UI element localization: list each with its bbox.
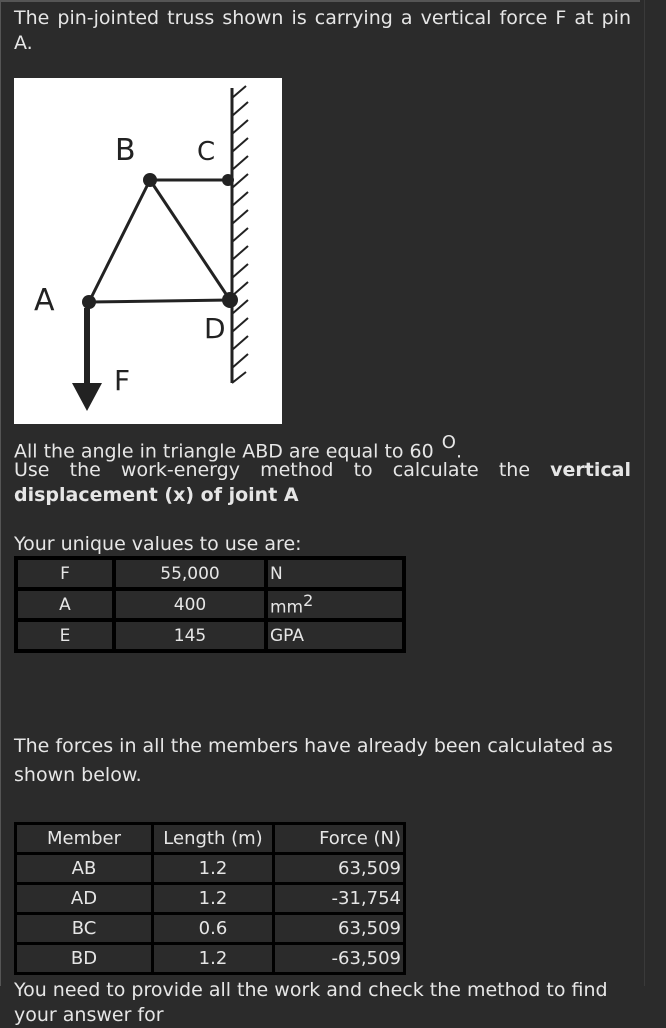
angle-end: .	[455, 440, 463, 463]
member-length: 0.6	[154, 915, 272, 942]
table-header-row	[17, 825, 403, 852]
member-force: 63,509	[275, 855, 403, 882]
forces-table	[14, 822, 406, 975]
header-member: Member	[17, 825, 151, 852]
degree-sup: O	[441, 432, 456, 453]
header-force: Force (N)	[275, 825, 403, 852]
table-row	[18, 560, 402, 587]
joint-a	[82, 295, 96, 309]
joint-d	[222, 292, 238, 308]
member-bd	[150, 180, 230, 300]
table-row	[17, 855, 403, 882]
label-d: D	[204, 312, 226, 345]
header-length: Length (m)	[154, 825, 272, 852]
member-name: BC	[17, 915, 151, 942]
table-row	[17, 945, 403, 972]
value-number: 145	[116, 622, 264, 649]
value-unit: $mm^2$	[268, 591, 402, 618]
task-bold: vertical displacement (x) of joint A	[14, 459, 631, 506]
member-force: -63,509	[275, 945, 403, 972]
task-prefix: Use the work-energy method to calculate the	[14, 459, 551, 481]
table-row	[17, 885, 403, 912]
table-row	[18, 591, 402, 618]
member-ab	[89, 180, 150, 302]
joint-b	[143, 173, 157, 187]
table-row	[18, 622, 402, 649]
value-number: 55,000	[116, 560, 264, 587]
member-length: 1.2	[154, 885, 272, 912]
member-name: BD	[17, 945, 151, 972]
intro-text: The pin-jointed truss shown is carrying a vertical force F at pin A.	[14, 7, 631, 54]
member-name: AB	[17, 855, 151, 882]
label-c: C	[197, 137, 216, 167]
value-unit: GPA	[268, 622, 402, 649]
top-border	[0, 0, 640, 2]
task-statement	[14, 458, 631, 508]
value-symbol: F	[18, 560, 112, 587]
angle-text: All the angle in triangle ABD are equal to 60	[14, 440, 434, 463]
truss-diagram	[14, 78, 282, 424]
left-border	[0, 0, 1, 986]
member-name: AD	[17, 885, 151, 912]
value-symbol: E	[18, 622, 112, 649]
truss-members	[89, 180, 230, 302]
values-table	[14, 556, 406, 653]
value-number: 400	[116, 591, 264, 618]
table-row	[17, 915, 403, 942]
right-border	[644, 0, 645, 986]
truss-figure	[14, 78, 282, 424]
label-b: B	[115, 133, 136, 168]
member-ad	[89, 300, 230, 302]
label-a: A	[34, 283, 55, 318]
member-force: -31,754	[275, 885, 403, 912]
force-arrow-head	[72, 383, 102, 411]
member-length: 1.2	[154, 945, 272, 972]
forces-note: The forces in all the members have already been calculated as shown below.	[14, 735, 613, 786]
joint-c	[222, 174, 234, 186]
cut-off-text: You need to provide all the work and check the method to find your answer for	[14, 979, 608, 1026]
member-length: 1.2	[154, 855, 272, 882]
label-f: F	[114, 364, 131, 397]
wall-hatching	[232, 86, 248, 383]
value-unit: N	[268, 560, 402, 587]
member-force: 63,509	[275, 915, 403, 942]
value-symbol: A	[18, 591, 112, 618]
values-heading: Your unique values to use are:	[14, 533, 302, 555]
